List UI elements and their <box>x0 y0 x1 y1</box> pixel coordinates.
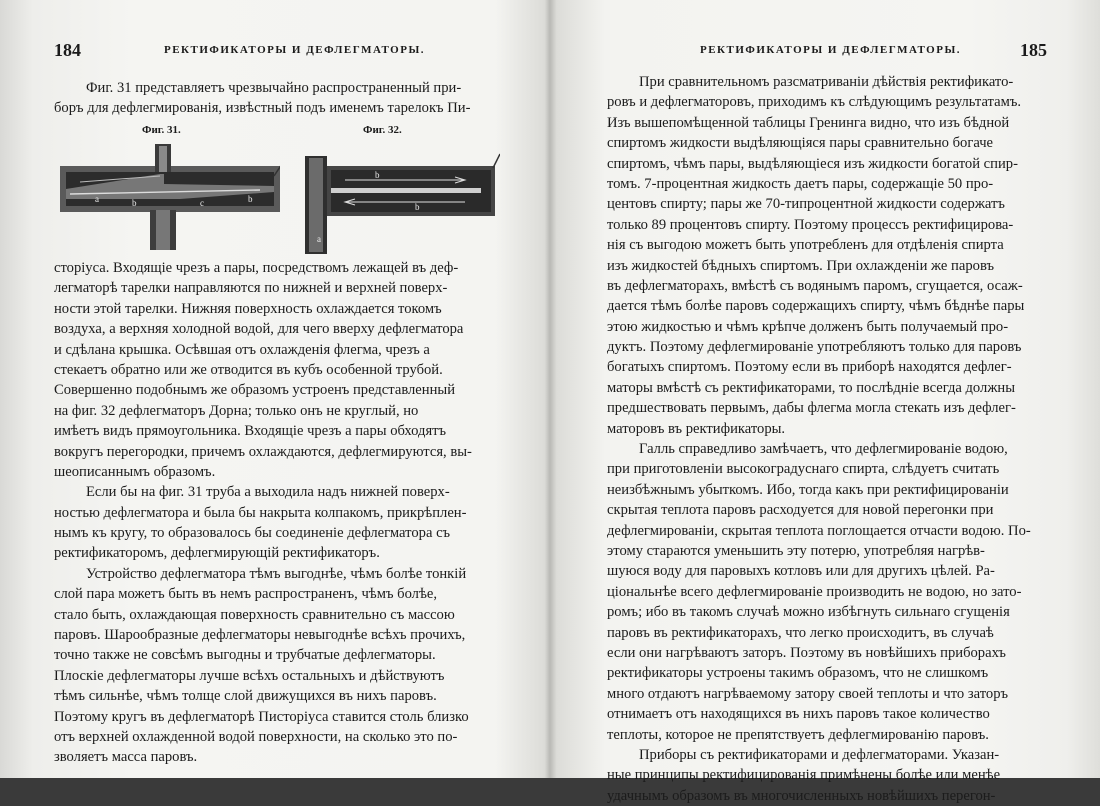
text-line: ціональнѣе всего дефлегмированіе производить не водою, но зато- <box>607 583 1022 600</box>
text-line: только 89 процентовъ спирту. Поэтому процессъ ректифицирова- <box>607 216 1014 233</box>
text-line: ректификаторомъ, дефлегмирующій ректификаторъ. <box>54 545 380 562</box>
text-line: дается тѣмъ болѣе паровъ содержащихъ спирту, чѣмъ бѣднѣе пары <box>607 298 1025 315</box>
text-line: имѣетъ видъ прямоугольника. Входящіе чрезъ a пары обходятъ <box>54 423 447 440</box>
text-line: ромъ; ибо въ такомъ случаѣ можно избѣгнуть сильнаго сгущенія <box>607 604 1010 621</box>
text-line: стекаетъ обратно или же отводится въ кубъ особенной трубой. <box>54 361 443 378</box>
figure-label: b <box>248 194 253 204</box>
main-text-block <box>607 72 1059 806</box>
figure-label: b <box>415 202 420 212</box>
text-line: при приготовленіи высокоградуснаго спирта, слѣдуетъ считать <box>607 461 1000 478</box>
text-line: скрытая теплота паровъ расходуется для новой перегонки при <box>607 502 994 519</box>
figure-32-illustration <box>305 144 500 254</box>
text-line: маторы вмѣстѣ съ ректификаторами, то послѣдніе всегда должны <box>607 379 1016 396</box>
text-line: Фиг. 31 представляетъ чрезвычайно распространенный при- <box>86 80 462 96</box>
figure-31-caption: Фиг. 31. <box>142 124 181 136</box>
text-line: Совершенно подобнымъ же образомъ устроенъ представленный <box>54 382 456 399</box>
text-line: неизбѣжнымъ убыткомъ. Ибо, тогда какъ при ректифицированіи <box>607 481 1009 498</box>
text-line: зволяетъ масса паровъ. <box>54 749 198 766</box>
figures <box>60 124 500 254</box>
text-line: шеописаннымъ образомъ. <box>54 463 216 480</box>
text-line: ровъ и дефлегматоровъ, приходимъ къ слѣдующимъ результатамъ. <box>607 94 1022 111</box>
text-line: если они нагрѣваютъ заторъ. Поэтому въ новѣйшихъ приборахъ <box>607 644 1006 661</box>
running-header: РЕКТИФИКАТОРЫ И ДЕФЛЕГМАТОРЫ. <box>700 44 961 56</box>
text-line: предшествовать первымъ, дабы флегма могла стекать изъ дефлег- <box>607 400 1016 417</box>
text-line: боръ для дефлегмированія, извѣстный подъ именемъ тарелокъ Пи- <box>54 100 471 117</box>
text-line: При сравнительномъ разсматриваніи дѣйствія ректификато- <box>639 74 1014 90</box>
text-line: этому стараются уменьшить эту потерю, употребляя нагрѣв- <box>607 542 985 559</box>
figure-label: c <box>200 198 204 208</box>
text-line: Плоскіе дефлегматоры лучше всѣхъ остальныхъ и дѣйствуютъ <box>54 667 445 684</box>
text-line: Устройство дефлегматора тѣмъ выгоднѣе, чѣмъ болѣе тонкій <box>86 565 467 582</box>
text-line: вокругъ перегородки, причемъ охлаждаются, дефлегмируются, вы- <box>54 443 472 460</box>
text-line: нымъ къ кругу, то образовалось бы соединеніе дефлегматора съ <box>54 525 451 542</box>
page-number: 184 <box>54 40 81 60</box>
text-line: Галль справедливо замѣчаетъ, что дефлегмированіе водою, <box>639 441 1008 458</box>
intro-paragraph <box>54 78 506 119</box>
page-number: 185 <box>1020 40 1047 60</box>
text-line: Поэтому кругъ въ дефлегматорѣ Писторіуса ставится столь близко <box>54 708 469 725</box>
text-line: удачнымъ образомъ въ многочисленныхъ новѣйшихъ перегон- <box>607 787 996 804</box>
text-line: отнимаетъ отъ находящихся въ нихъ паровъ такое количество <box>607 706 990 723</box>
text-line: сторіуса. Входящіе чрезъ a пары, посредствомъ лежащей въ деф- <box>54 260 459 276</box>
text-line: дуктъ. Поэтому дефлегмированіе употребляютъ только для паровъ <box>607 339 1022 356</box>
text-line: шуюся воду для паровыхъ котловъ или для другихъ цѣлей. Ра- <box>607 563 995 580</box>
text-line: въ дефлегматорахъ, вмѣстѣ съ водянымъ паромъ, сгущается, осаж- <box>607 277 1023 294</box>
running-header: РЕКТИФИКАТОРЫ И ДЕФЛЕГМАТОРЫ. <box>164 44 425 56</box>
text-line: точно также не совсѣмъ выгодны и трубчатые дефлегматоры. <box>54 647 436 664</box>
text-line: дефлегмированіи, скрытая теплота поглощается отчасти водою. По- <box>607 522 1031 539</box>
text-line: спиртомъ жидкости выдѣляющіяся пары сравнительно богаче <box>607 135 994 152</box>
text-line: паровъ въ ректификаторахъ, что легко происходитъ, въ случаѣ <box>607 624 994 641</box>
text-line: Приборы съ ректификаторами и дефлегматорами. Указан- <box>639 746 1000 763</box>
right-page <box>552 0 1100 804</box>
text-line: этою жидкостью и чѣмъ крѣпче долженъ быть получаемый про- <box>607 318 1009 335</box>
text-line: много отдаютъ нагрѣваемому затору своей теплоты и что заторъ <box>607 685 1009 702</box>
text-line: ректификаторы устроены такимъ образомъ, что не слишкомъ <box>607 665 989 682</box>
text-line: богатыхъ спиртомъ. Поэтому если въ приборѣ находятся дефлег- <box>607 359 1012 376</box>
figure-32-caption: Фиг. 32. <box>363 124 402 136</box>
figure-label: a <box>317 234 321 244</box>
text-line: нія съ выгодою можетъ быть употребленъ для отдѣленія спирта <box>607 237 1004 254</box>
text-line: центовъ спирту; пары же 70-типроцентной жидкости содержатъ <box>607 196 1005 213</box>
text-line: на фиг. 32 дефлегматоръ Дорна; только онъ не круглый, но <box>54 402 419 419</box>
text-line: воздуха, а верхняя холодной водой, для чего вверху дефлегматора <box>54 321 464 338</box>
text-line: томъ. 7-процентная жидкость даетъ пары, содержащіе 50 про- <box>607 175 994 192</box>
text-line: слой пара можетъ быть въ немъ распространенъ, чѣмъ болѣе, <box>54 586 438 603</box>
text-line: ности этой тарелки. Нижняя поверхность охлаждается токомъ <box>54 300 442 317</box>
text-line: спиртомъ, чѣмъ пары, выдѣляющіеся изъ жидкости богатой спир- <box>607 155 1018 172</box>
text-line: изъ жидкостей бѣдныхъ спиртомъ. При охлажденіи же паровъ <box>607 257 995 274</box>
figure-label: b <box>132 198 137 208</box>
text-line: паровъ. Шарообразные дефлегматоры невыгоднѣе всѣхъ прочихъ, <box>54 627 466 644</box>
text-line: теплоты, которое не препятствуетъ дефлегмированію паровъ. <box>607 726 989 743</box>
figure-label: a <box>95 194 99 204</box>
text-line: легматорѣ тарелки направляются по нижней и верхней поверх- <box>54 280 448 297</box>
text-line: ностью дефлегматора и была бы накрыта колпакомъ, прикрѣплен- <box>54 504 467 521</box>
text-line: ные принципы ректифицированія примѣнены болѣе или менѣе <box>607 767 1001 784</box>
text-line: маторовъ въ ректификаторы. <box>607 420 786 437</box>
text-line: Если бы на фиг. 31 труба a выходила надъ нижней поверх- <box>86 484 450 501</box>
figure-label: b <box>375 170 380 180</box>
main-text-block <box>54 258 506 768</box>
text-line: Изъ вышепомѣщенной таблицы Гренинга видно, что изъ бѣдной <box>607 114 1010 131</box>
text-line: и сдѣлана крышка. Осѣвшая отъ охлажденія флегма, чрезъ a <box>54 341 430 358</box>
left-page <box>0 0 548 778</box>
text-line: отъ верхней охлажденной водой поверхности, на сколько это по- <box>54 728 458 745</box>
figure-31-illustration <box>60 144 280 254</box>
text-line: стало быть, охлаждающая поверхность сравнительно съ массою <box>54 606 455 623</box>
text-line: тѣмъ сильнѣе, чѣмъ толще слой движущихся въ нихъ паровъ. <box>54 688 437 705</box>
